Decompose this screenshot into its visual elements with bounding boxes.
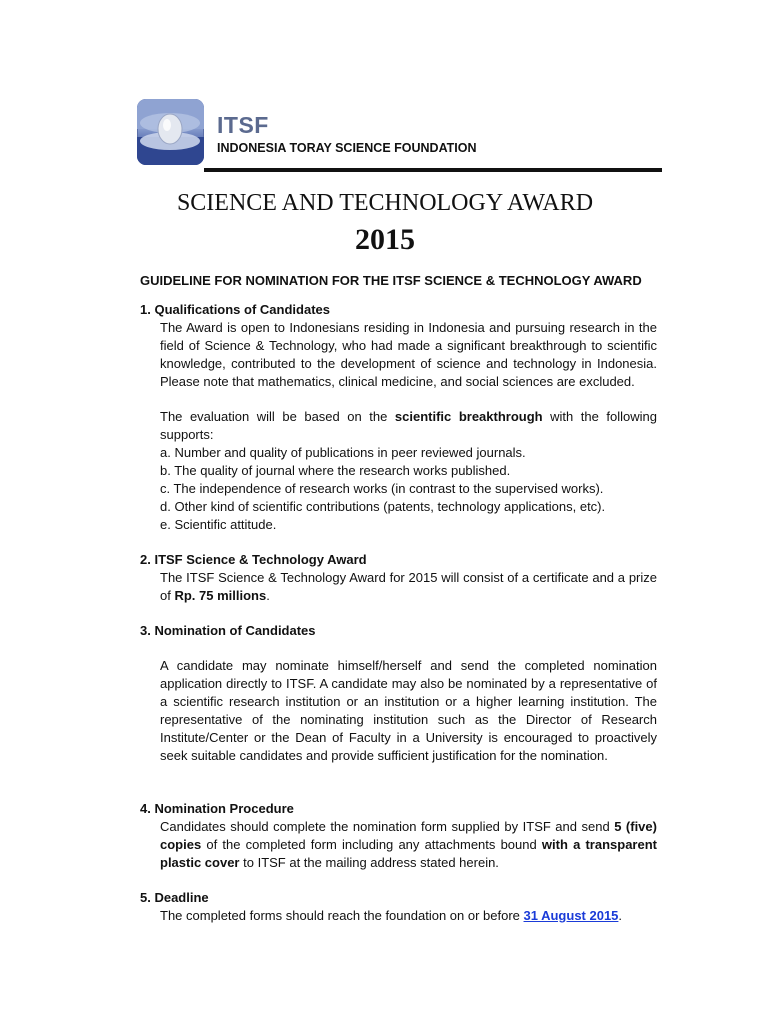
prize-amount: Rp. 75 millions (174, 588, 267, 603)
header-divider (204, 168, 662, 172)
award-year: 2015 (355, 223, 415, 256)
deadline-period: . (618, 908, 623, 923)
copies-count: 5 (five) copies (160, 819, 657, 852)
deadline-text: The completed forms should reach the foundation on or before (160, 908, 520, 923)
section-1-evaluation (160, 408, 657, 444)
itsf-logo (137, 99, 204, 165)
section-5-heading: 5. Deadline (140, 890, 209, 905)
procedure-text-post: to ITSF at the mailing address stated herein. (243, 855, 499, 870)
page-title: SCIENCE AND TECHNOLOGY AWARD (176, 190, 594, 216)
binding-requirement: with a transparent plastic cover (160, 837, 657, 870)
procedure-text-mid: of the completed form including any attachments bound (206, 837, 537, 852)
eval-text-bold: scientific breakthrough (394, 409, 543, 424)
deadline-date-link[interactable]: 31 August 2015 (523, 908, 619, 923)
eval-text-post: with the following supports: (160, 409, 658, 442)
section-4-heading: 4. Nomination Procedure (140, 801, 294, 816)
organization-name: INDONESIA TORAY SCIENCE FOUNDATION (217, 141, 477, 155)
eval-text-pre: The evaluation will be based on the (160, 409, 388, 424)
section-1-heading: 1. Qualifications of Candidates (140, 302, 330, 317)
guideline-heading: GUIDELINE FOR NOMINATION FOR THE ITSF SCIENCE & TECHNOLOGY AWARD (140, 273, 642, 288)
section-2-paragraph (160, 569, 657, 605)
criteria-item: d. Other kind of scientific contributions (patents, technology applications, etc). (160, 499, 606, 514)
procedure-text-pre: Candidates should complete the nomination form supplied by ITSF and send (160, 819, 610, 834)
criteria-item: a. Number and quality of publications in peer reviewed journals. (160, 445, 526, 460)
prize-text: The ITSF Science & Technology Award for 2015 will consist of a certificate and a prize of (160, 570, 657, 603)
section-5-paragraph (160, 907, 657, 925)
prize-period: . (266, 588, 270, 603)
section-3-paragraph: A candidate may nominate himself/herself and send the completed nomination application directly to ITSF. A candidate may also be nominated by a representative of a scientific research institution or an institution or a higher learning institution. The representative of the nominating institution such as the Director of Research Institute/Center or the Dean of Faculty in a University is encouraged to proactively seek suitable candidates and provide sufficient justification for the nomination. (160, 658, 657, 763)
brand-name: ITSF (217, 112, 269, 138)
criteria-item: b. The quality of journal where the research works published. (160, 463, 511, 478)
document-body (140, 272, 657, 925)
criteria-item: e. Scientific attitude. (160, 517, 277, 532)
section-1-paragraph: The Award is open to Indonesians residing in Indonesia and pursuing research in the field of Science & Technology, who had made a significant breakthrough to scientific knowledge, contributed to the development of science and technology in Indonesia. Please note that mathematics, clinical medicine, and social sciences are excluded. (160, 320, 657, 389)
section-2-heading: 2. ITSF Science & Technology Award (140, 552, 367, 567)
criteria-item: c. The independence of research works (in contrast to the supervised works). (160, 481, 604, 496)
section-4-paragraph (160, 818, 657, 872)
section-3-heading: 3. Nomination of Candidates (140, 623, 316, 638)
